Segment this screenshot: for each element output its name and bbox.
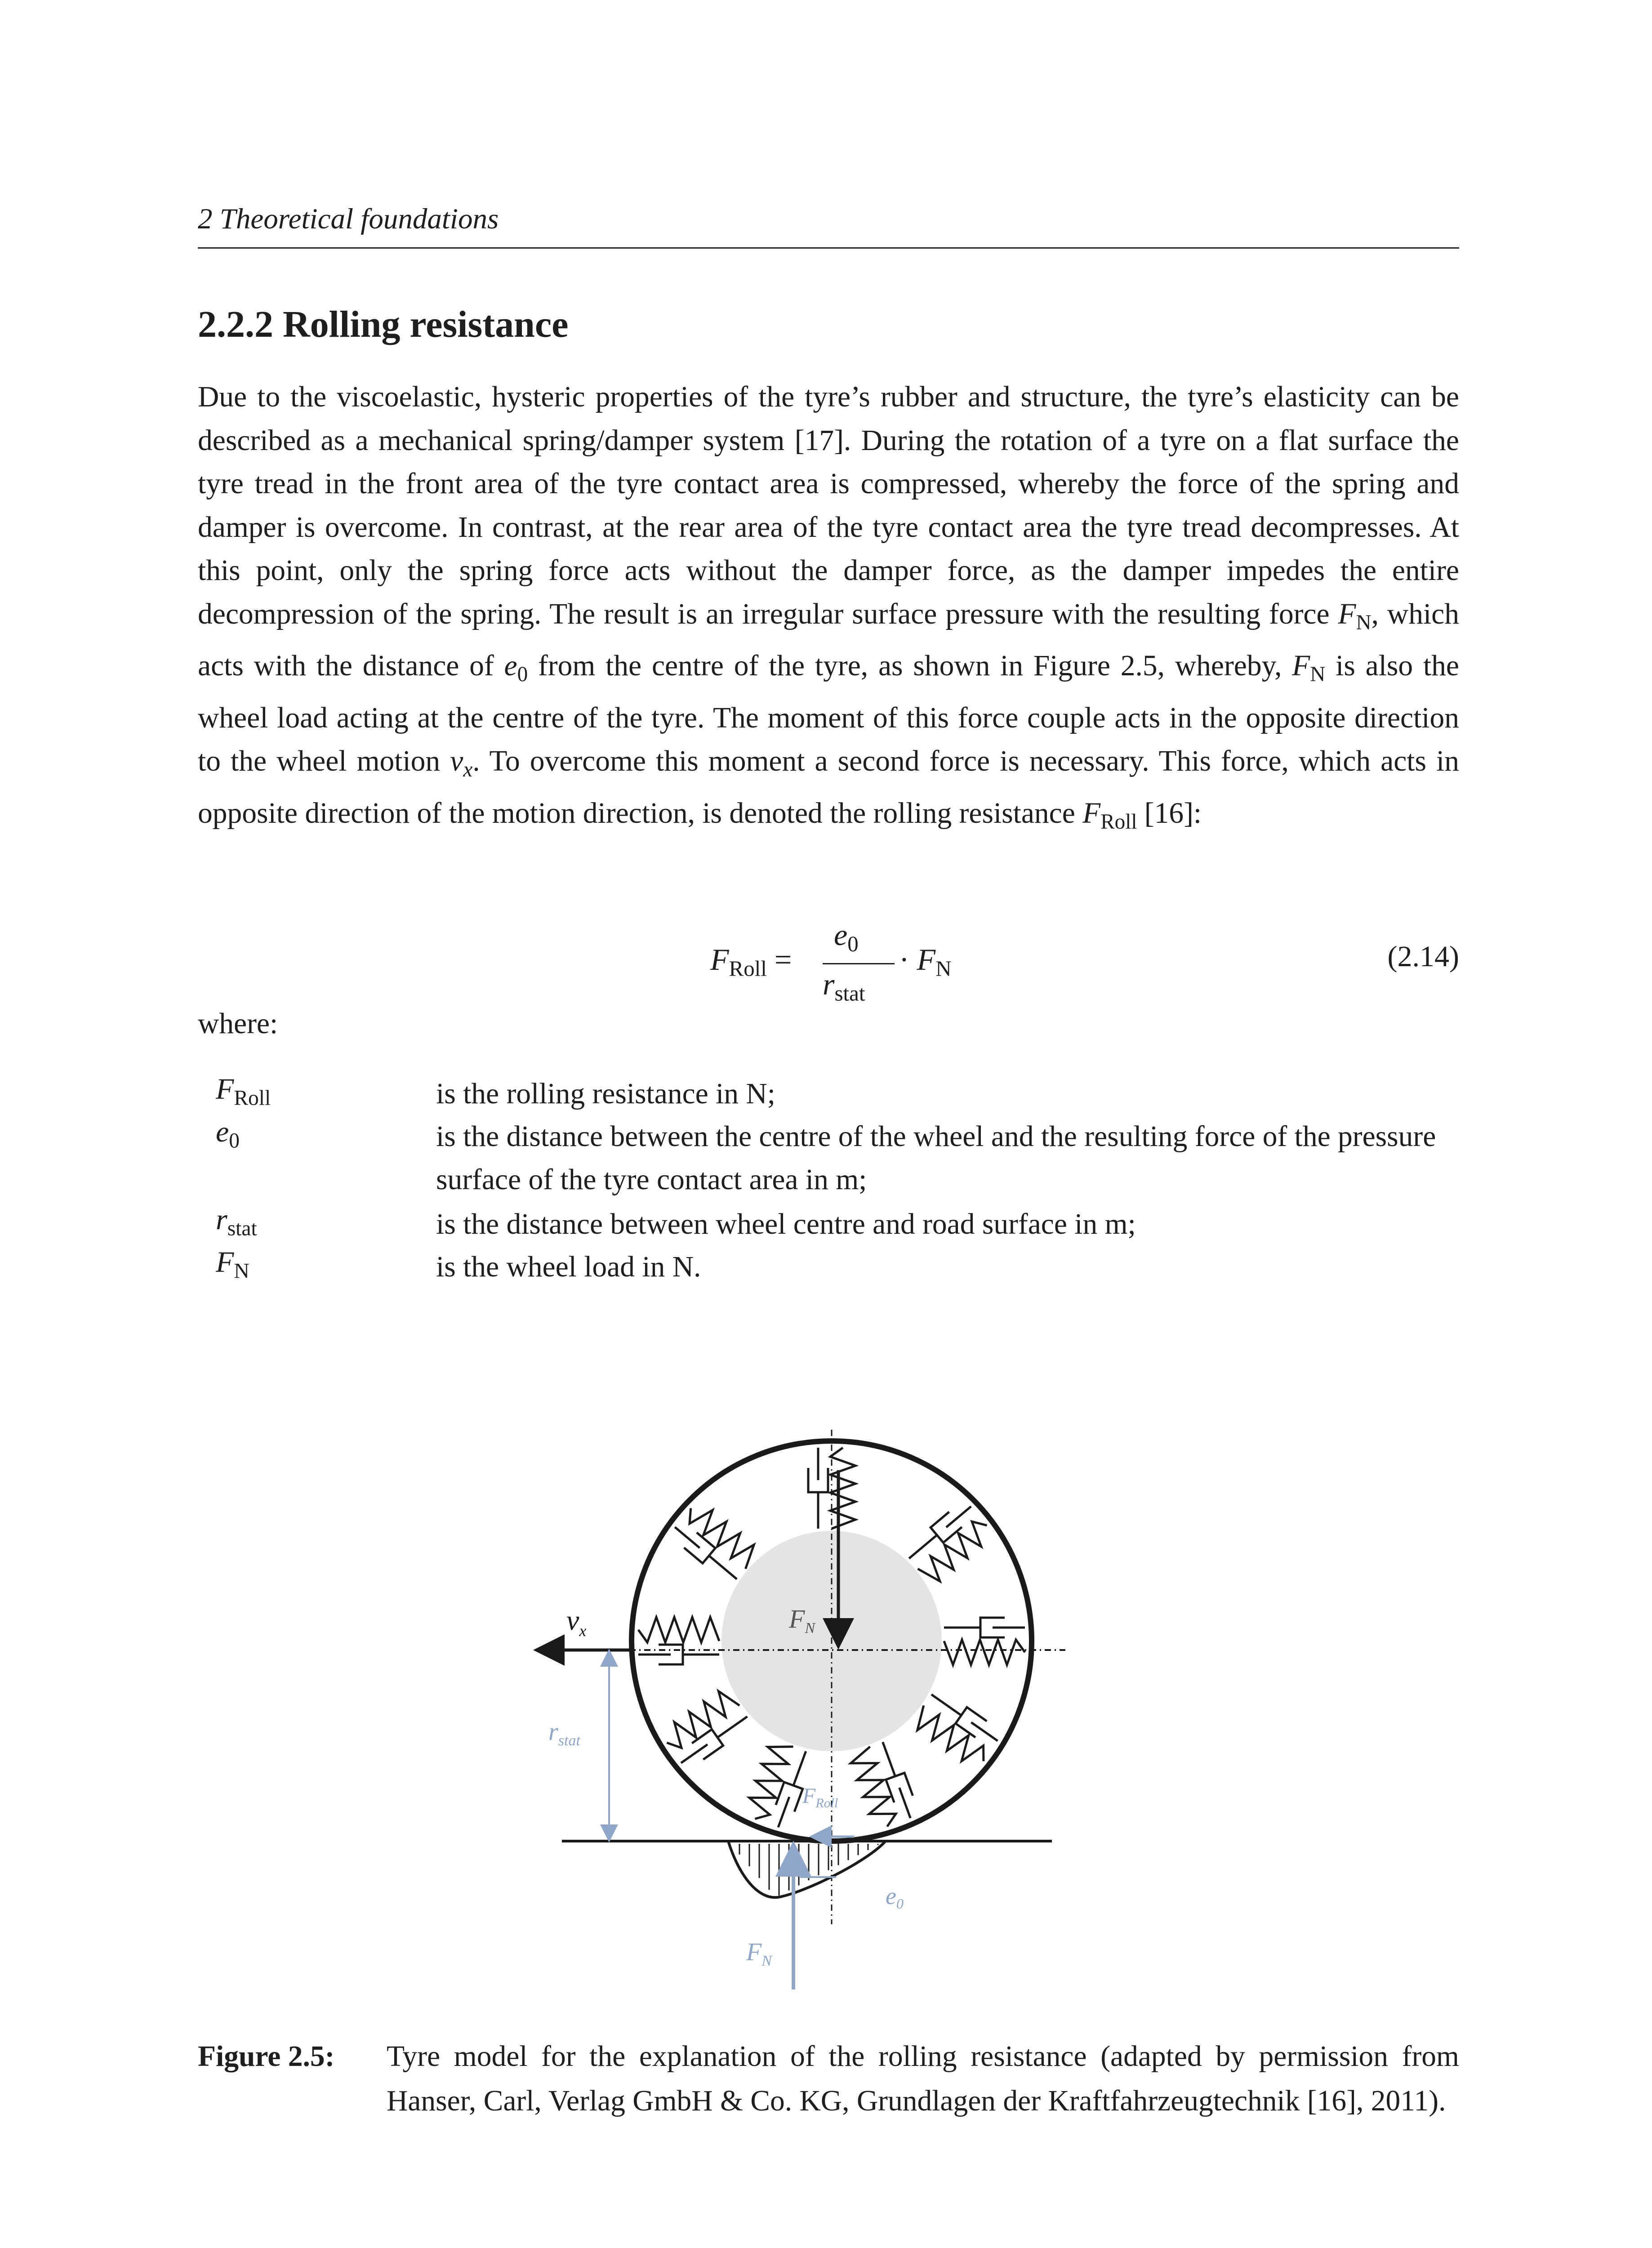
tyre-model-figure [526, 1416, 1088, 2001]
equation-rhs: · $F_N$ [899, 942, 952, 981]
pressure-curve [728, 1841, 886, 1897]
damper-rod [931, 1695, 961, 1715]
where-label: where: [198, 1008, 278, 1040]
paragraph-part: is also the wheel load acting at the centre of the tyre. The moment of this force couple acts in the opposite direction to the wheel motion [198, 650, 1459, 778]
equation-numerator: $e_0$ [834, 918, 859, 956]
damper-rod [793, 1751, 806, 1785]
spring-element [944, 1640, 1025, 1665]
damper-cylinder [956, 1707, 987, 1737]
definition-text: is the distance between the centre of the wheel and the resulting force of the pressure surface of the tyre contact area in m; [436, 1120, 1436, 1196]
damper-rod [971, 1722, 997, 1741]
caption-text: Tyre model for the explanation of the rolling resistance (adapted by permission from Hanser, Carl, Verlag GmbH & Co. KG, Grundlagen der Kraftfahrzeugtechnik [16], 2011). [387, 2040, 1459, 2117]
paragraph-part: Due to the viscoelastic, hysteric properties of the tyre’s rubber and structure, the tyre’s elasticity can be described as a mechanical spring/damper system [17]. During the rotation of a tyre on a flat surface the tyre tread in the front area of the tyre contact area is compressed, whereby the force of the spring and damper is overcome. In contrast, at the rear area of the tyre contact area the tyre tread decompresses. At this point, only the spring force acts without the damper force, as the damper impedes the entire decompression of the spring. The result is an irregular surface pressure with the resulting force [198, 381, 1459, 630]
spring-element [638, 1617, 719, 1642]
damper-rod [778, 1797, 789, 1828]
damper-rod [946, 1507, 971, 1527]
vx-label: $v_x$ [566, 1604, 587, 1640]
paragraph-part: . To overcome this moment a second force is necessary. This force, which acts in opposite direction of the motion direction, is denoted the rolling resistance [198, 745, 1459, 830]
section-title: 2.2.2 Rolling resistance [198, 303, 569, 345]
spring-element [918, 1521, 987, 1581]
rstat-label: $r_{stat}$ [548, 1718, 580, 1749]
symbol-e0: $e_0$ [504, 650, 528, 687]
body-paragraph [198, 375, 1459, 844]
definition-symbol-froll: $F_{Roll}$ [216, 1073, 271, 1110]
tyre-model-diagram [526, 1416, 1088, 2001]
damper-rod [899, 1788, 911, 1818]
caption-label: Figure 2.5: [198, 2040, 335, 2073]
fn-load-label: $F_N$ [789, 1604, 815, 1637]
spring-element [830, 1448, 855, 1529]
damper-rod [709, 1556, 737, 1579]
pressure-distribution [728, 1841, 886, 1897]
damper-rod [883, 1742, 895, 1776]
header-rule [198, 247, 1459, 249]
damper-rod [909, 1535, 937, 1558]
damper-cylinder [931, 1512, 962, 1543]
damper-rod [681, 1744, 708, 1763]
fn-reaction-label: $F_N$ [746, 1938, 772, 1969]
definition-text: is the rolling resistance in N; [436, 1078, 775, 1110]
definition-symbol-fn: $F_N$ [216, 1246, 249, 1283]
definition-text: is the wheel load in N. [436, 1251, 701, 1283]
definition-symbol-rstat: $r_{stat}$ [216, 1203, 257, 1240]
equation-2-14 [710, 917, 952, 1021]
definition-text: is the distance between wheel centre and road surface in m; [436, 1208, 1136, 1240]
symbol-froll: $F_{Roll}$ [1082, 797, 1137, 834]
spring-element [917, 1705, 984, 1761]
damper-rod [717, 1717, 747, 1737]
equation-number: (2.14) [1387, 940, 1459, 973]
spring-element [667, 1691, 739, 1748]
paragraph-part: , which acts with the distance of [198, 598, 1459, 682]
equation-lhs: $F_{Roll}$ = [710, 942, 792, 981]
running-header: 2 Theoretical foundations [198, 203, 499, 235]
definition-symbol-e0: $e_0$ [216, 1115, 240, 1153]
froll-label: $F_{Roll}$ [802, 1784, 838, 1811]
damper-rod [675, 1527, 699, 1548]
fraction-bar [823, 963, 895, 964]
paragraph-part: from the centre of the tyre, as shown in Figure 2.5, whereby, [528, 650, 1292, 682]
symbol-vx: $v_x$ [450, 745, 473, 782]
symbol-fn: $F_N$ [1292, 650, 1326, 687]
paragraph-part: [16]: [1137, 797, 1202, 830]
damper-cylinder [776, 1782, 803, 1812]
equation-denominator: $r_{stat}$ [823, 967, 865, 1006]
e0-label: e0 [886, 1882, 904, 1912]
symbol-fn: $F_N$ [1338, 598, 1371, 634]
